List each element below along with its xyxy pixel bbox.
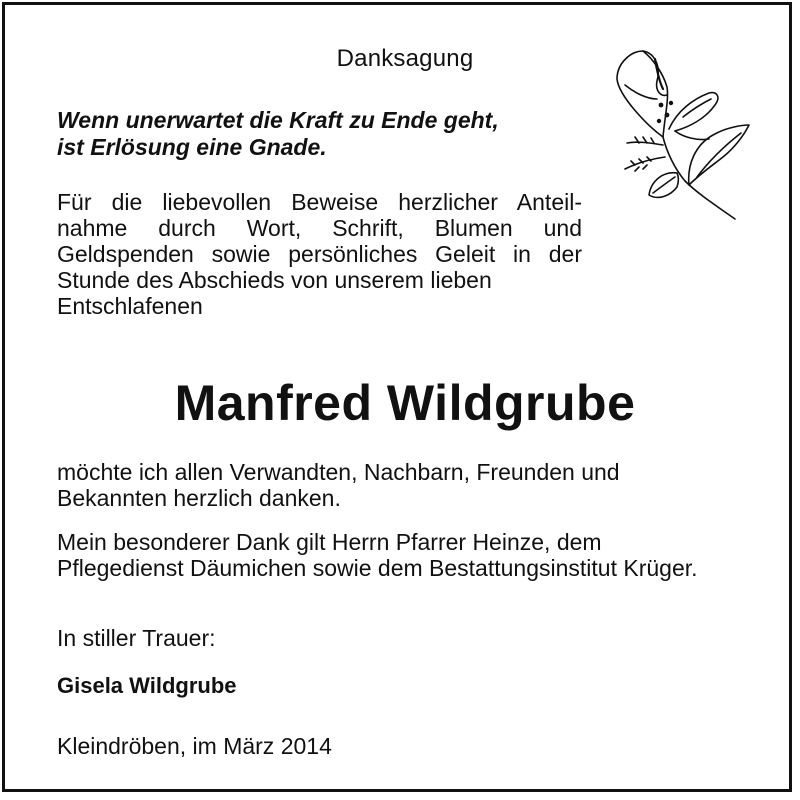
intro-line: Geldspenden sowie persönliches Geleit in der bbox=[57, 241, 582, 267]
deceased-name: Manfred Wildgrube bbox=[174, 375, 636, 431]
intro-line: Stunde des Abschieds von unserem lieben bbox=[57, 267, 492, 293]
special-thanks-line: Pflegedienst Däumichen sowie dem Bestattungsinstitut Krüger. bbox=[57, 555, 698, 581]
mourning-label: In stiller Trauer: bbox=[57, 625, 216, 651]
thanks-paragraph bbox=[57, 459, 757, 511]
special-thanks-line: Mein besonderer Dank gilt Herrn Pfarrer Heinze, dem bbox=[57, 529, 602, 555]
motto-line: ist Erlösung eine Gnade. bbox=[57, 134, 327, 160]
motto-line: Wenn unerwartet die Kraft zu Ende geht, bbox=[57, 107, 499, 133]
notice-heading: Danksagung bbox=[336, 45, 474, 72]
intro-line: nahme durch Wort, Schrift, Blumen und bbox=[57, 215, 582, 241]
motto-quote bbox=[57, 107, 577, 161]
place-date: Kleindröben, im März 2014 bbox=[57, 733, 332, 759]
special-thanks-paragraph bbox=[57, 529, 757, 581]
thanks-line: möchte ich allen Verwandten, Nachbarn, Freunden und bbox=[57, 459, 620, 485]
intro-line: Entschlafenen bbox=[57, 293, 203, 319]
calla-lily-icon bbox=[605, 45, 755, 225]
notice-frame bbox=[2, 2, 792, 792]
intro-line: Für die liebevollen Beweise herzlicher Anteil- bbox=[57, 189, 582, 215]
thanks-line: Bekannten herzlich danken. bbox=[57, 485, 341, 511]
intro-paragraph bbox=[57, 189, 582, 319]
signer-name: Gisela Wildgrube bbox=[57, 673, 237, 698]
